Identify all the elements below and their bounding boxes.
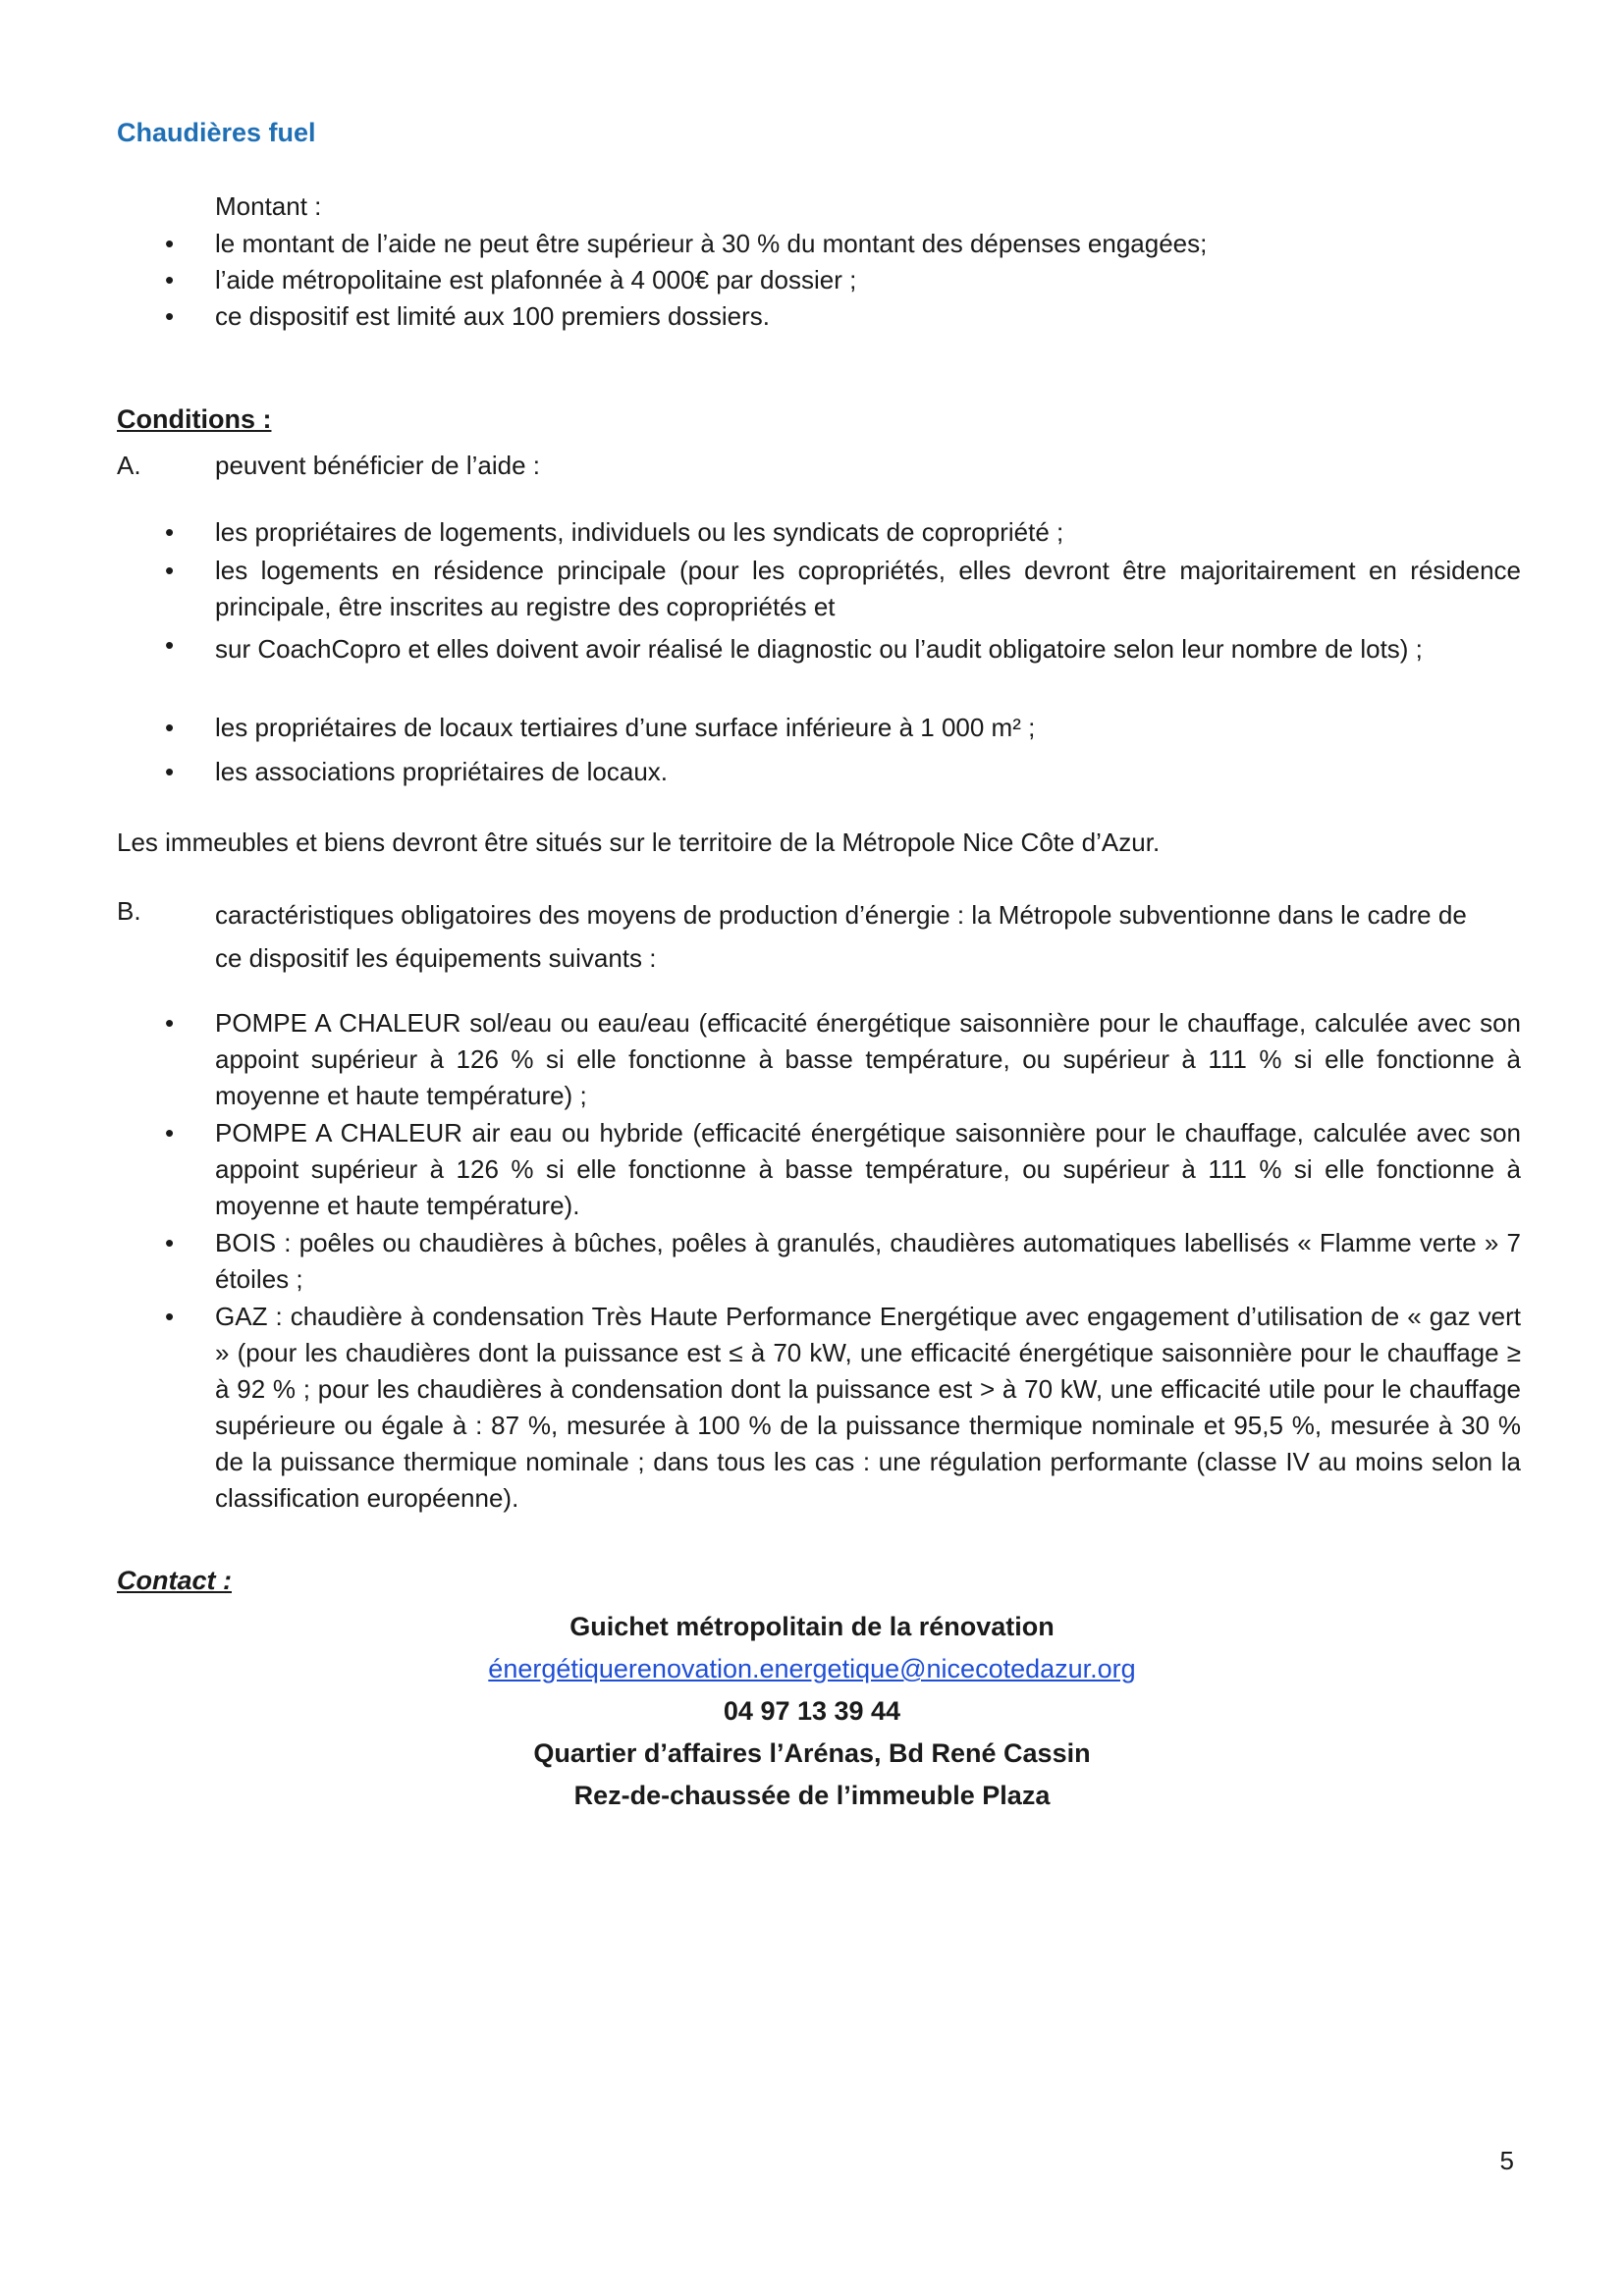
equipment-item: GAZ : chaudière à condensation Très Haute Performance Energétique avec engagement d’utilisation de « gaz vert » (pour les chaudières dont la puissance est ≤ à 70 kW, une efficacité énergétique saisonnière pour le chauffage ≥ à 92 % ; pour les chaudières à condensation dont la puissance est > à 70 kW, une efficacité utile pour le chauffage supérieure ou égale à : 87 %, mesurée à 100 % de la puissance thermique nominale et 95,5 %, mesurée à 30 % de la puissance thermique nominale ; dans tous les cas : une régulation performante (classe IV au moins selon la classification européenne). <box>215 1302 1521 1513</box>
beneficiary-item: les associations propriétaires de locaux. <box>215 757 669 786</box>
contact-title: Contact : <box>117 1566 232 1595</box>
contact-phone: 04 97 13 39 44 <box>723 1696 901 1726</box>
equipment-item: POMPE A CHALEUR air eau ou hybride (efficacité énergétique saisonnière pour le chauffage, calculée avec son appoint supérieur à 126 % si elle fonctionne à basse température, ou supérieur à 111 % si elle fonctionne à moyenne et haute température). <box>215 1118 1521 1220</box>
contact-email-row <box>0 1648 1624 1690</box>
bullet-icon: • <box>165 556 175 585</box>
contact-address-line2: Rez-de-chaussée de l’immeuble Plaza <box>573 1781 1051 1810</box>
bullet-icon: • <box>165 517 175 547</box>
montant-item: le montant de l’aide ne peut être supérieur à 30 % du montant des dépenses engagées; <box>215 229 1208 258</box>
bullet-icon: • <box>165 1228 175 1257</box>
bullet-icon: • <box>165 1008 175 1038</box>
bullet-icon: • <box>165 229 175 258</box>
section-b-marker: B. <box>117 896 141 926</box>
bullet-icon: • <box>165 713 175 742</box>
equipment-item: BOIS : poêles ou chaudières à bûches, poêles à granulés, chaudières automatiques labellisés « Flamme verte » 7 étoiles ; <box>215 1228 1521 1294</box>
contact-address-line1: Quartier d’affaires l’Arénas, Bd René Cassin <box>533 1738 1091 1768</box>
beneficiary-item: les logements en résidence principale (pour les copropriétés, elles devront être majoritairement en résidence principale, être inscrites au registre des copropriétés et <box>215 556 1521 621</box>
equipment-item: POMPE A CHALEUR sol/eau ou eau/eau (efficacité énergétique saisonnière pour le chauffage, calculée avec son appoint supérieur à 126 % si elle fonctionne à basse température, ou supérieur à 111 % si elle fonctionne à moyenne et haute température) ; <box>215 1008 1521 1110</box>
beneficiary-item: les propriétaires de locaux tertiaires d’une surface inférieure à 1 000 m² ; <box>215 713 1036 742</box>
montant-item: l’aide métropolitaine est plafonnée à 4 000€ par dossier ; <box>215 265 857 294</box>
conditions-title: Conditions : <box>117 404 272 434</box>
beneficiary-item: les propriétaires de logements, individuels ou les syndicats de copropriété ; <box>215 517 1064 547</box>
beneficiary-item: sur CoachCopro et elles doivent avoir réalisé le diagnostic ou l’audit obligatoire selon leur nombre de lots) ; <box>215 634 1423 664</box>
section-a-text: peuvent bénéficier de l’aide : <box>215 451 541 480</box>
page-number: 5 <box>1499 2146 1514 2175</box>
section-b-text: caractéristiques obligatoires des moyens de production d’énergie : la Métropole subventionne dans le cadre de ce dispositif les équipements suivants : <box>215 900 1467 973</box>
contact-email-link[interactable]: énergétiquerenovation.energetique@nicecotedazur.org <box>488 1654 1136 1683</box>
territory-note: Les immeubles et biens devront être situés sur le territoire de la Métropole Nice Côte d’Azur. <box>117 828 1161 857</box>
section-title: Chaudières fuel <box>117 118 316 147</box>
bullet-icon: • <box>165 301 175 331</box>
bullet-icon: • <box>165 630 175 660</box>
bullet-icon: • <box>165 1118 175 1148</box>
bullet-icon: • <box>165 265 175 294</box>
contact-org: Guichet métropolitain de la rénovation <box>569 1612 1055 1641</box>
bullet-icon: • <box>165 1302 175 1331</box>
section-a-marker: A. <box>117 451 141 480</box>
montant-item: ce dispositif est limité aux 100 premiers dossiers. <box>215 301 771 331</box>
bullet-icon: • <box>165 757 175 786</box>
montant-label: Montant : <box>215 191 322 221</box>
